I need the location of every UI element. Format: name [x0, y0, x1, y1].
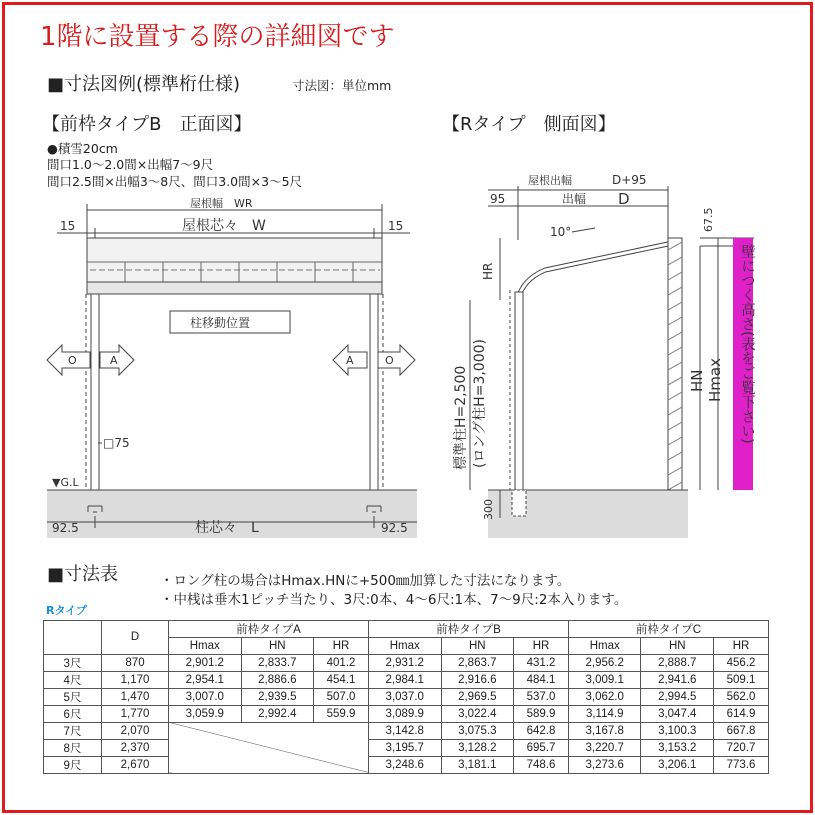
cell-type-c: 3,047.4	[641, 705, 714, 722]
cell-type-c: 667.8	[714, 722, 769, 739]
cell-type-b: 3,181.1	[441, 756, 514, 773]
header-type-b: 前枠タイプB	[368, 621, 568, 638]
post-size-label: □75	[103, 436, 130, 450]
cell-type-a: 2,833.7	[241, 654, 314, 671]
left-15-label: 15	[60, 219, 76, 233]
cell-type-a: 454.1	[314, 671, 369, 688]
right-15-label: 15	[388, 219, 404, 233]
table-row	[44, 739, 769, 756]
side-view-drawing	[452, 173, 755, 538]
right-925-label: 92.5	[381, 521, 408, 535]
cell-type-b: 3,248.6	[368, 756, 441, 773]
gl-label: ▼G.L	[52, 476, 79, 489]
cell-type-b: 3,075.3	[441, 722, 514, 739]
d-label: D	[618, 190, 630, 208]
table-row	[44, 671, 769, 688]
cell-type-b: 2,916.6	[441, 671, 514, 688]
condition-span2: 間口2.5間×出幅3〜8尺、間口3.0間×3〜5尺	[47, 174, 303, 189]
sub-hmax: Hmax	[169, 638, 242, 655]
cell-type-c: 3,167.8	[568, 722, 641, 739]
cell-d: 1,170	[102, 671, 169, 688]
hn-label: HN	[688, 369, 706, 392]
cell-size: 9尺	[44, 756, 102, 773]
arrow-o-right: O	[385, 354, 394, 367]
cell-type-b: 695.7	[514, 739, 569, 756]
cell-size: 5尺	[44, 688, 102, 705]
condition-snow: ●積雪20cm	[47, 141, 118, 156]
sub-hr: HR	[714, 638, 769, 655]
cell-size: 4尺	[44, 671, 102, 688]
cell-type-a: 2,901.2	[169, 654, 242, 671]
table-row	[44, 756, 769, 773]
header-type-c: 前枠タイプC	[568, 621, 768, 638]
cell-type-a-na	[169, 722, 369, 773]
cell-type-a: 2,954.1	[169, 671, 242, 688]
cell-type-b: 748.6	[514, 756, 569, 773]
cell-d: 1,470	[102, 688, 169, 705]
cell-type-a: 559.9	[314, 705, 369, 722]
out-label: 出幅	[562, 192, 587, 206]
table-body	[44, 654, 769, 773]
table-row	[44, 705, 769, 722]
sub-hn: HN	[441, 638, 514, 655]
cell-d: 870	[102, 654, 169, 671]
cell-type-b: 589.9	[514, 705, 569, 722]
cell-type-b: 2,931.2	[368, 654, 441, 671]
header-d: D	[102, 621, 169, 655]
cell-type-c: 3,220.7	[568, 739, 641, 756]
cell-type-b: 2,984.1	[368, 671, 441, 688]
cell-type-b: 2,863.7	[441, 654, 514, 671]
roof-width-label: 屋根幅 WR	[190, 197, 253, 210]
cell-type-a: 507.0	[314, 688, 369, 705]
cell-type-a: 2,939.5	[241, 688, 314, 705]
cell-type-b: 537.0	[514, 688, 569, 705]
roof-core-label: 屋根芯々 W	[182, 218, 266, 234]
cell-d: 2,670	[102, 756, 169, 773]
left-925-label: 92.5	[52, 521, 79, 535]
cell-type-c: 3,100.3	[641, 722, 714, 739]
header-type-a: 前枠タイプA	[169, 621, 369, 638]
table-type-label: Rタイプ	[46, 604, 87, 617]
cell-type-a: 3,007.0	[169, 688, 242, 705]
cell-type-b: 3,022.4	[441, 705, 514, 722]
front-view-heading: 【前枠タイプB 正面図】	[42, 114, 252, 135]
cell-type-c: 3,206.1	[641, 756, 714, 773]
section1-heading: ■寸法図例(標準桁仕様)	[47, 74, 241, 95]
n675-label: 67.5	[702, 207, 715, 232]
cell-type-a: 401.2	[314, 654, 369, 671]
cell-type-a: 3,059.9	[169, 705, 242, 722]
post-move-label: 柱移動位置	[190, 316, 251, 330]
note-mid-rail: ・中桟は垂木1ピッチ当たり、3尺:0本、4〜6尺:1本、7〜9尺:2本入ります。	[160, 592, 628, 608]
sub-hn: HN	[641, 638, 714, 655]
cell-type-b: 3,142.8	[368, 722, 441, 739]
cell-type-c: 509.1	[714, 671, 769, 688]
sub-hr: HR	[514, 638, 569, 655]
cell-type-b: 484.1	[514, 671, 569, 688]
cell-type-c: 2,994.5	[641, 688, 714, 705]
sub-hmax: Hmax	[568, 638, 641, 655]
hr-label: HR	[481, 262, 495, 280]
cell-type-c: 456.2	[714, 654, 769, 671]
table-row	[44, 654, 769, 671]
n300-label: 300	[482, 499, 495, 520]
side-view-heading: 【Rタイプ 側面図】	[442, 114, 616, 135]
front-view-drawing	[47, 196, 417, 538]
arrow-a-right: A	[346, 354, 354, 367]
d95-label: D+95	[612, 173, 647, 187]
cell-type-c: 3,153.2	[641, 739, 714, 756]
sub-hr: HR	[314, 638, 369, 655]
cell-size: 7尺	[44, 722, 102, 739]
cell-type-b: 3,128.2	[441, 739, 514, 756]
dimension-table	[43, 620, 769, 774]
condition-span1: 間口1.0〜2.0間×出幅7〜9尺	[47, 157, 214, 172]
unit-note: 寸法図：単位mm	[292, 78, 392, 93]
cell-type-b: 2,969.5	[441, 688, 514, 705]
note-long-post: ・ロング柱の場合はHmax.HNに+500㎜加算した寸法になります。	[160, 573, 571, 589]
header-blank	[44, 621, 102, 655]
cell-type-a: 2,992.4	[241, 705, 314, 722]
sub-hn: HN	[241, 638, 314, 655]
cell-type-b: 642.8	[514, 722, 569, 739]
page-title: 1階に設置する際の詳細図です	[40, 22, 395, 52]
table-row	[44, 722, 769, 739]
std-post-label: 標準柱H=2,500	[453, 365, 469, 470]
cell-type-b: 3,089.9	[368, 705, 441, 722]
cell-type-c: 562.0	[714, 688, 769, 705]
cell-type-c: 3,009.1	[568, 671, 641, 688]
cell-type-c: 3,114.9	[568, 705, 641, 722]
cell-type-c: 2,888.7	[641, 654, 714, 671]
cell-size: 6尺	[44, 705, 102, 722]
cell-type-b: 3,037.0	[368, 688, 441, 705]
cell-type-c: 614.9	[714, 705, 769, 722]
section2-heading: ■寸法表	[47, 564, 119, 585]
cell-size: 8尺	[44, 739, 102, 756]
cell-d: 2,370	[102, 739, 169, 756]
cell-type-a: 2,886.6	[241, 671, 314, 688]
hmax-label: Hmax	[706, 358, 724, 402]
cell-type-c: 720.7	[714, 739, 769, 756]
cell-type-c: 2,956.2	[568, 654, 641, 671]
long-post-label: (ロング柱H=3,000)	[472, 339, 488, 468]
roof-out-label: 屋根出幅	[528, 174, 572, 187]
cell-type-b: 431.2	[514, 654, 569, 671]
post-core-label: 柱芯々 L	[195, 520, 259, 536]
n95-label: 95	[490, 192, 506, 206]
arrow-o-left: O	[68, 354, 77, 367]
arrow-a-left: A	[110, 354, 118, 367]
cell-d: 1,770	[102, 705, 169, 722]
cell-type-c: 773.6	[714, 756, 769, 773]
cell-type-c: 2,941.6	[641, 671, 714, 688]
cell-type-b: 3,195.7	[368, 739, 441, 756]
cell-d: 2,070	[102, 722, 169, 739]
wall-note: 壁につく高さ(表をご覧下さい)	[739, 244, 755, 444]
cell-size: 3尺	[44, 654, 102, 671]
cell-type-c: 3,273.6	[568, 756, 641, 773]
slope-label: 10°	[550, 225, 572, 239]
cell-type-c: 3,062.0	[568, 688, 641, 705]
table-row	[44, 688, 769, 705]
sub-hmax: Hmax	[368, 638, 441, 655]
